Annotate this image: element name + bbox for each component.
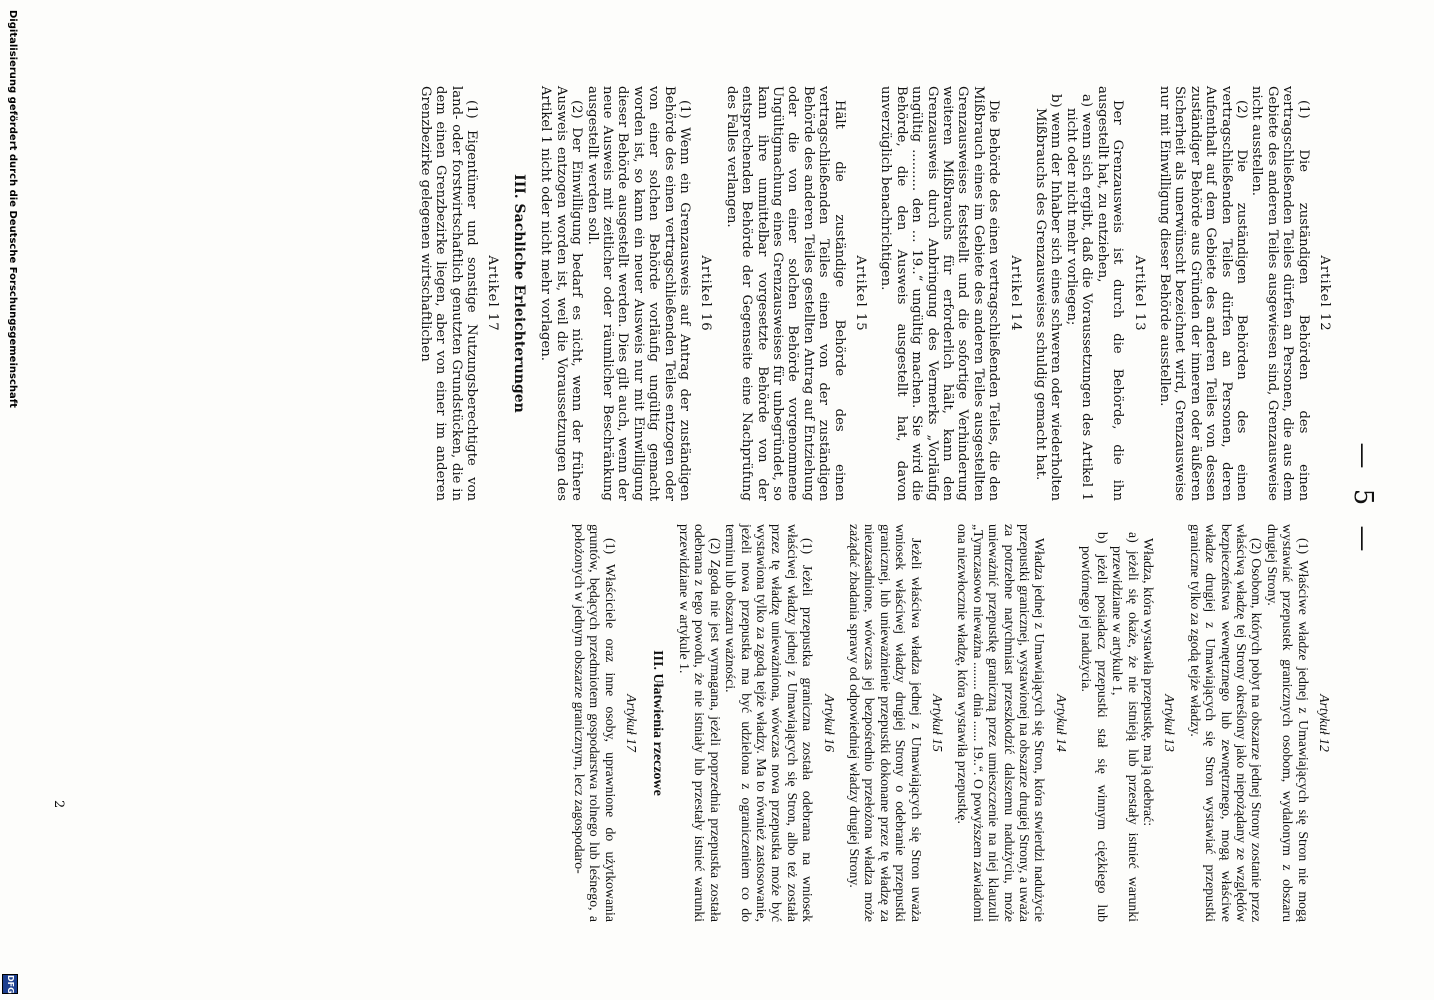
polish-article-13-paragraph: Władza, która wystawiła przepustkę, ma ją odebrać: xyxy=(1140,538,1156,827)
polish-article-13-item-b: b) jeżeli posiadacz przepustki stał się winnym ciężkiego lub powtórnego jej nadużycia. xyxy=(1079,532,1110,922)
digitization-credit: Digitalisierung gefördert durch die Deutsche Forschungsgemeinschaft xyxy=(7,10,18,408)
digitization-footer xyxy=(0,0,20,1000)
polish-article-12-paragraph-2: (2) Osobom, których pobyt na obszarze jednej Strony zostanie przez właściwą władzę tej Strony określony jako niepożądany ze względów bezpieczeństwa wewnętrznego lub zewnętrznego, mogą właściwe władze drugiej z Umawiających się Stron wystawiać przepustki graniczne tylko za zgodą tejże władzy. xyxy=(1187,524,1265,922)
german-article-12-paragraph-2: (2) Die zuständigen Behörden des einen vertragschließenden Teiles dürfen an Personen, deren Aufenthalt auf dem Gebiete des anderen Teiles von dessen zuständiger Behörde aus Gründen der inneren oder äußeren Sicherheit als unerwünscht bezeichnet wird, Grenzausweise nur mit Einwilligung dieser Behörde ausstellen. xyxy=(1156,86,1249,501)
german-article-12-paragraph-1: (1) Die zuständigen Behörden des einen vertragschließenden Teiles dürfen an Personen, die aus dem Gebiete des anderen Teiles ausgewiesen sind, Grenzausweise nicht ausstellen. xyxy=(1249,86,1311,501)
polish-article-13-heading: Artykuł 13 xyxy=(1162,694,1178,752)
polish-article-12-paragraph-1: (1) Właściwe władze jednej z Umawiających się Stron nie mogą wystawiać przepustek granicznych osobom, wydalonym z obszaru drugiej Strony. xyxy=(1264,524,1311,922)
german-article-15-paragraph: Hält die zuständige Behörde des einen vertragschließenden Teiles einen von der zuständigen Behörde des anderen Teiles gestellten Antrag auf Entziehung oder die von einer solchen Behörde vorgenommene Ungültigmachung eines Grenzausweises für unbegründet, so kann ihre unmittelbar vorgesetzte Behörde von der entsprechenden Behörde der Gegenseite eine Nachprüfung des Falles verlangen. xyxy=(723,86,847,501)
polish-article-15-paragraph: Jeżeli właściwa władza jednej z Umawiających się Stron uważa wniosek właściwej władzy drugiej Strony o odebranie przepustki granicznej, lub unieważnienie przepustki dokonane przez tę władzę za nieuzasadnione, wówczas jej bezpośrednio przełożona władza może zażądać zbadania sprawy od odpowiedniej władzy drugiej Strony. xyxy=(847,524,924,922)
polish-article-16-paragraph-2: (2) Zgoda nie jest wymagana, jeżeli poprzednia przepustka została odebrana z tego powodu, że nie istniały lub przestały istnieć warunki przewidziane w artykule 1. xyxy=(676,524,723,922)
german-article-15-heading: Artikel 15 xyxy=(853,255,869,332)
polish-section-3-heading: III. Ułatwienia rzeczowe xyxy=(649,650,665,796)
german-article-13-item-b: b) wenn der Inhaber sich eines schweren oder wiederholten Mißbrauchs des Grenzausweises schuldig gemacht hat. xyxy=(1033,94,1064,501)
polish-article-16-heading: Artykuł 16 xyxy=(821,694,837,752)
german-article-16-paragraph-1: (1) Wenn ein Grenzausweis auf Antrag der zuständigen Behörde des einen vertragschließenden Teiles entzogen oder von einer solchen Behörde vorläufig ungültig gemacht worden ist, so kann ein neuer Ausweis nur mit Einwilligung dieser Behörde ausgestellt werden. Dies gilt auch, wenn der neue Ausweis mit zeitlicher oder räumlicher Beschränkung ausgestellt werden soll. xyxy=(584,86,692,501)
page-number: — 5 — xyxy=(1348,442,1378,558)
german-article-13-paragraph: Der Grenzausweis ist durch die Behörde, die ihn ausgestellt hat, zu entziehen, xyxy=(1094,86,1126,501)
german-article-13-item-a: a) wenn sich ergibt, daß die Voraussetzungen des Artikel 1 nicht oder nicht mehr vorliegen; xyxy=(1063,94,1095,501)
german-section-3-heading: III. Sachliche Erleichterungen xyxy=(510,174,527,413)
german-article-16-heading: Artikel 16 xyxy=(698,255,714,332)
german-article-17-heading: Artikel 17 xyxy=(485,255,501,332)
polish-article-14-paragraph: Władza jednej z Umawiających się Stron, która stwierdzi nadużycie przepustki granicznej, wystawionej na obszarze drugiej Strony, a uważa za potrzebne natychmiast przeszkodzić dalszemu nadużyciu, może unieważnić przepustkę graniczną przez umieszczenie na niej klauzuli „Tymczasowo nieważna ........ dnia ...... 19..“. O powyższem zawiadomi ona niezwłocznie władzę, która wystawiła przepustkę. xyxy=(955,524,1048,922)
german-article-16-paragraph-2: (2) Der Einwilligung bedarf es nicht, wenn der frühere Ausweis entzogen worden ist, weil die Voraussetzungen des Artikel 1 nicht oder nicht mehr vorlagen. xyxy=(538,86,585,501)
polish-article-15-heading: Artykuł 15 xyxy=(930,694,946,752)
german-article-14-paragraph: Die Behörde des einen vertragschließenden Teiles, die den Mißbrauch eines im Gebiete des anderen Teiles ausgestellten Grenzausweises feststellt und die sofortige Verhinderung weiteren Mißbrauchs für erforderlich hält, kann den Grenzausweis durch Anbringung des Vermerks „Vorläufig ungültig .......... den ... 19..“ ungültig machen. Sie wird die Behörde, die den Ausweis ausgestellt hat, davon unverzüglich benachrichtigen. xyxy=(878,86,1002,501)
polish-article-16-paragraph-1: (1) Jeżeli przepustka graniczna została odebrana na wniosek właściwej władzy jednej z Umawiających się Stron, albo też została przez tę władzę unieważniona, wówczas nowa przepustka może być wystawiona tylko za zgodą tejże władzy. Ma to również zastosowanie, jeżeli nowa przepustka ma być udzielona z ograniczeniem co do terminu lub obszaru ważności. xyxy=(723,524,816,922)
german-article-13-heading: Artikel 13 xyxy=(1131,255,1147,332)
polish-article-17-heading: Artykuł 17 xyxy=(624,694,640,752)
polish-article-13-item-a: a) jeżeli się okaże, że nie istnieją lub przestały istnieć warunki przewidziane w artykule 1, xyxy=(1110,532,1141,922)
polish-article-12-heading: Artykuł 12 xyxy=(1317,694,1332,752)
german-article-12-heading: Artikel 12 xyxy=(1317,255,1332,332)
german-article-14-heading: Artikel 14 xyxy=(1007,255,1023,332)
sheet-signature-mark: 2 xyxy=(51,800,66,809)
polish-article-17-paragraph-1: (1) Właściciele oraz inne osoby, uprawnione do użytkowania gruntów, będących przedmiotem gospodarstwa rolnego lub leśnego, a położonych w jednym obszarze granicznym, lecz zagospodaro- xyxy=(571,524,618,922)
german-text-column xyxy=(417,86,1342,501)
dfg-logo-icon: DFG xyxy=(2,974,18,994)
polish-article-14-heading: Artykuł 14 xyxy=(1053,694,1069,752)
polish-text-column xyxy=(572,524,1342,922)
german-article-17-paragraph-1: (1) Eigentümer und sonstige Nutzungsberechtigte von land- oder forstwirtschaftlich genutzten Grundstücken, die in dem einen Grenzbezirke liegen, aber von einer im anderen Grenzbezirke gelegenen wirtschaftlichen xyxy=(417,86,480,501)
